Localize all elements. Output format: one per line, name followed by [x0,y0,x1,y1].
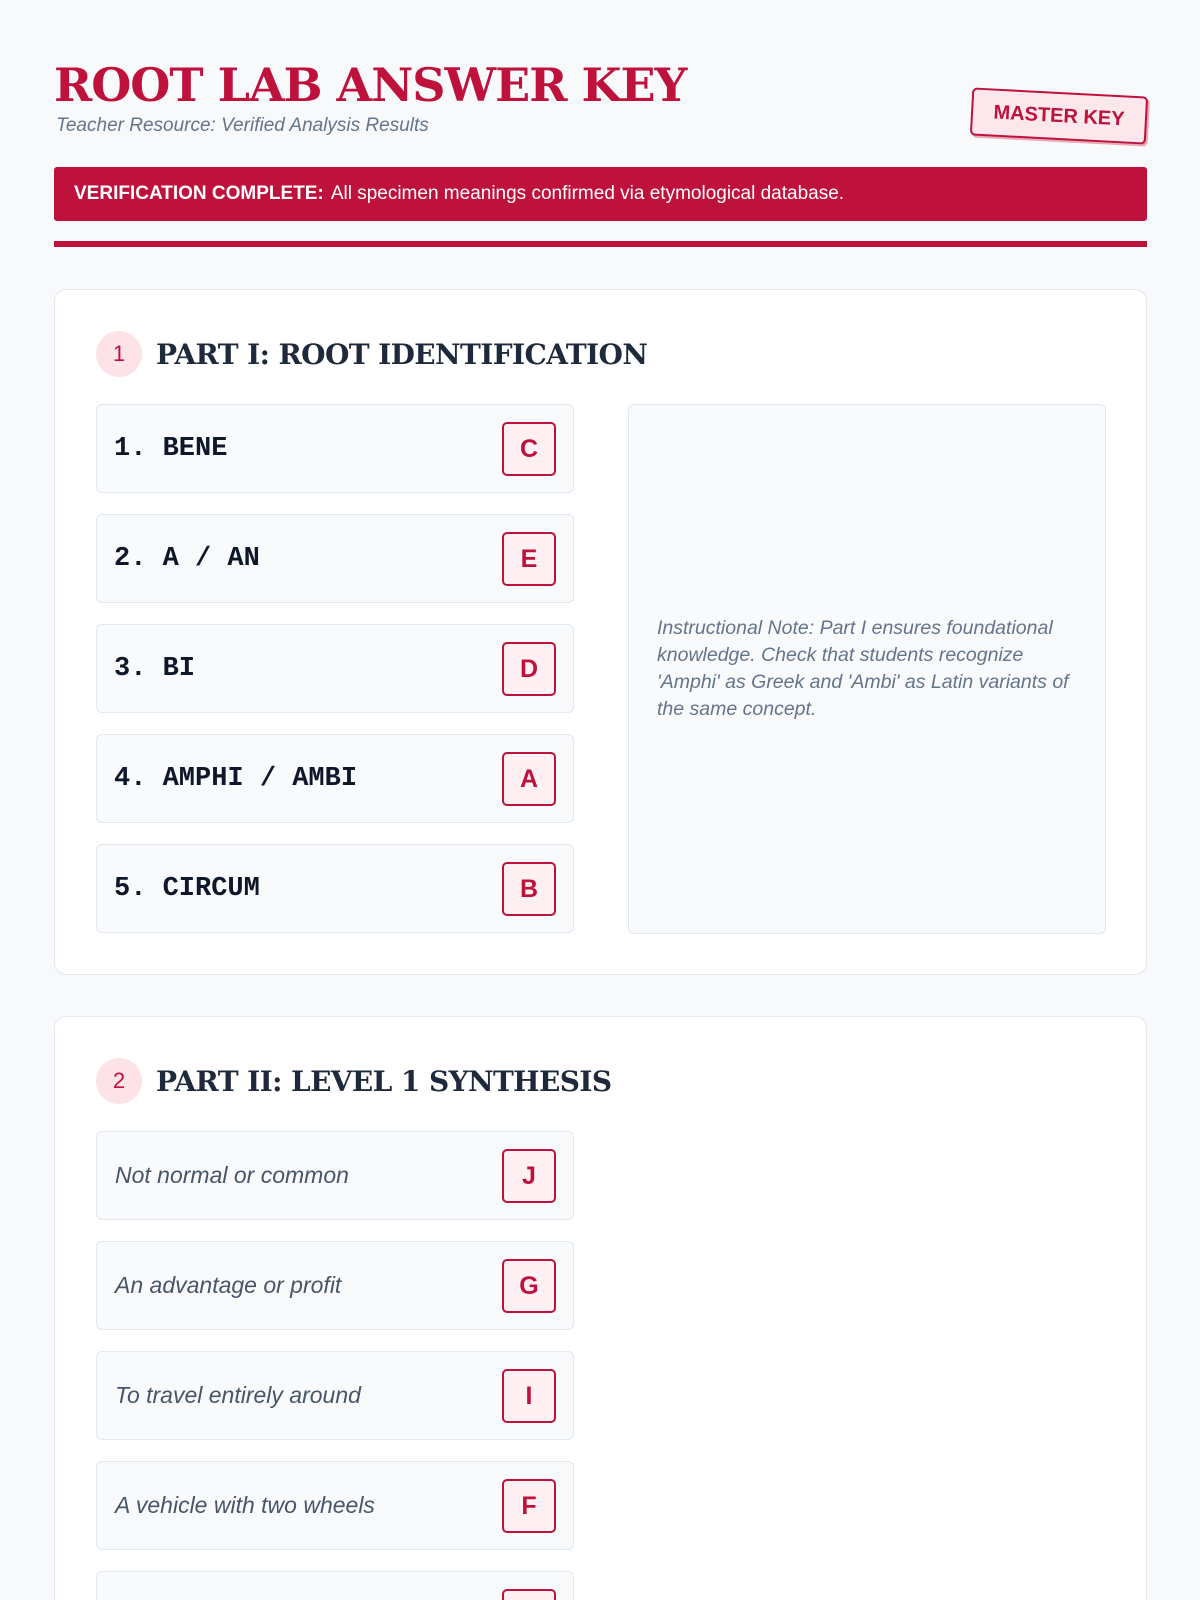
root-label: 2. A / AN [114,543,260,574]
part-1-header [96,331,647,377]
root-item [96,514,574,603]
page-title: ROOT LAB ANSWER KEY [54,58,687,112]
root-label: 1. BENE [114,433,228,464]
definition-item [96,1571,574,1600]
part-2-title: PART II: LEVEL 1 SYNTHESIS [156,1064,612,1098]
definition-item [96,1461,574,1550]
definition-text: To travel entirely around [115,1382,361,1408]
answer-letter-box: G [502,1259,556,1313]
root-label: 5. CIRCUM [114,873,260,904]
page-subtitle: Teacher Resource: Verified Analysis Results [56,115,429,136]
part-2-header [96,1058,612,1104]
banner-label: VERIFICATION COMPLETE: [74,183,324,204]
part-1-card [54,289,1147,975]
root-label: 3. BI [114,653,196,684]
part-2-card [54,1016,1147,1600]
instructional-note-text: Instructional Note: Part I ensures foundational knowledge. Check that students recognize 'Amphi' as Greek and 'Ambi' as Latin variants of the same concept. [657,617,1069,720]
definition-item [96,1351,574,1440]
definition-text: Not normal or common [115,1162,349,1188]
answer-letter-box: C [502,422,556,476]
part-1-number-badge: 1 [96,331,142,377]
verification-banner [54,167,1147,221]
root-list [96,404,574,954]
definition-text: A vehicle with two wheels [115,1492,375,1518]
definition-item [96,1241,574,1330]
header-divider [54,241,1147,247]
part-1-title: PART I: ROOT IDENTIFICATION [156,337,648,371]
answer-letter-box: A [502,752,556,806]
header [54,0,1147,160]
definition-text: An advantage or profit [115,1272,342,1298]
answer-letter-box: I [502,1369,556,1423]
root-item [96,624,574,713]
answer-letter-box: E [502,532,556,586]
root-item [96,734,574,823]
root-label: 4. AMPHI / AMBI [114,763,358,794]
master-key-stamp: MASTER KEY [970,87,1148,144]
answer-key-page [54,0,1147,1520]
answer-letter-box: D [502,642,556,696]
answer-letter-box [502,1589,556,1600]
answer-letter-box: B [502,862,556,916]
definition-item [96,1131,574,1220]
root-item [96,404,574,493]
answer-letter-box: J [502,1149,556,1203]
part-2-number-badge: 2 [96,1058,142,1104]
definition-list [96,1131,574,1600]
answer-letter-box: F [502,1479,556,1533]
instructional-note [628,404,1106,934]
root-item [96,844,574,933]
banner-message: All specimen meanings confirmed via etymological database. [330,183,845,204]
